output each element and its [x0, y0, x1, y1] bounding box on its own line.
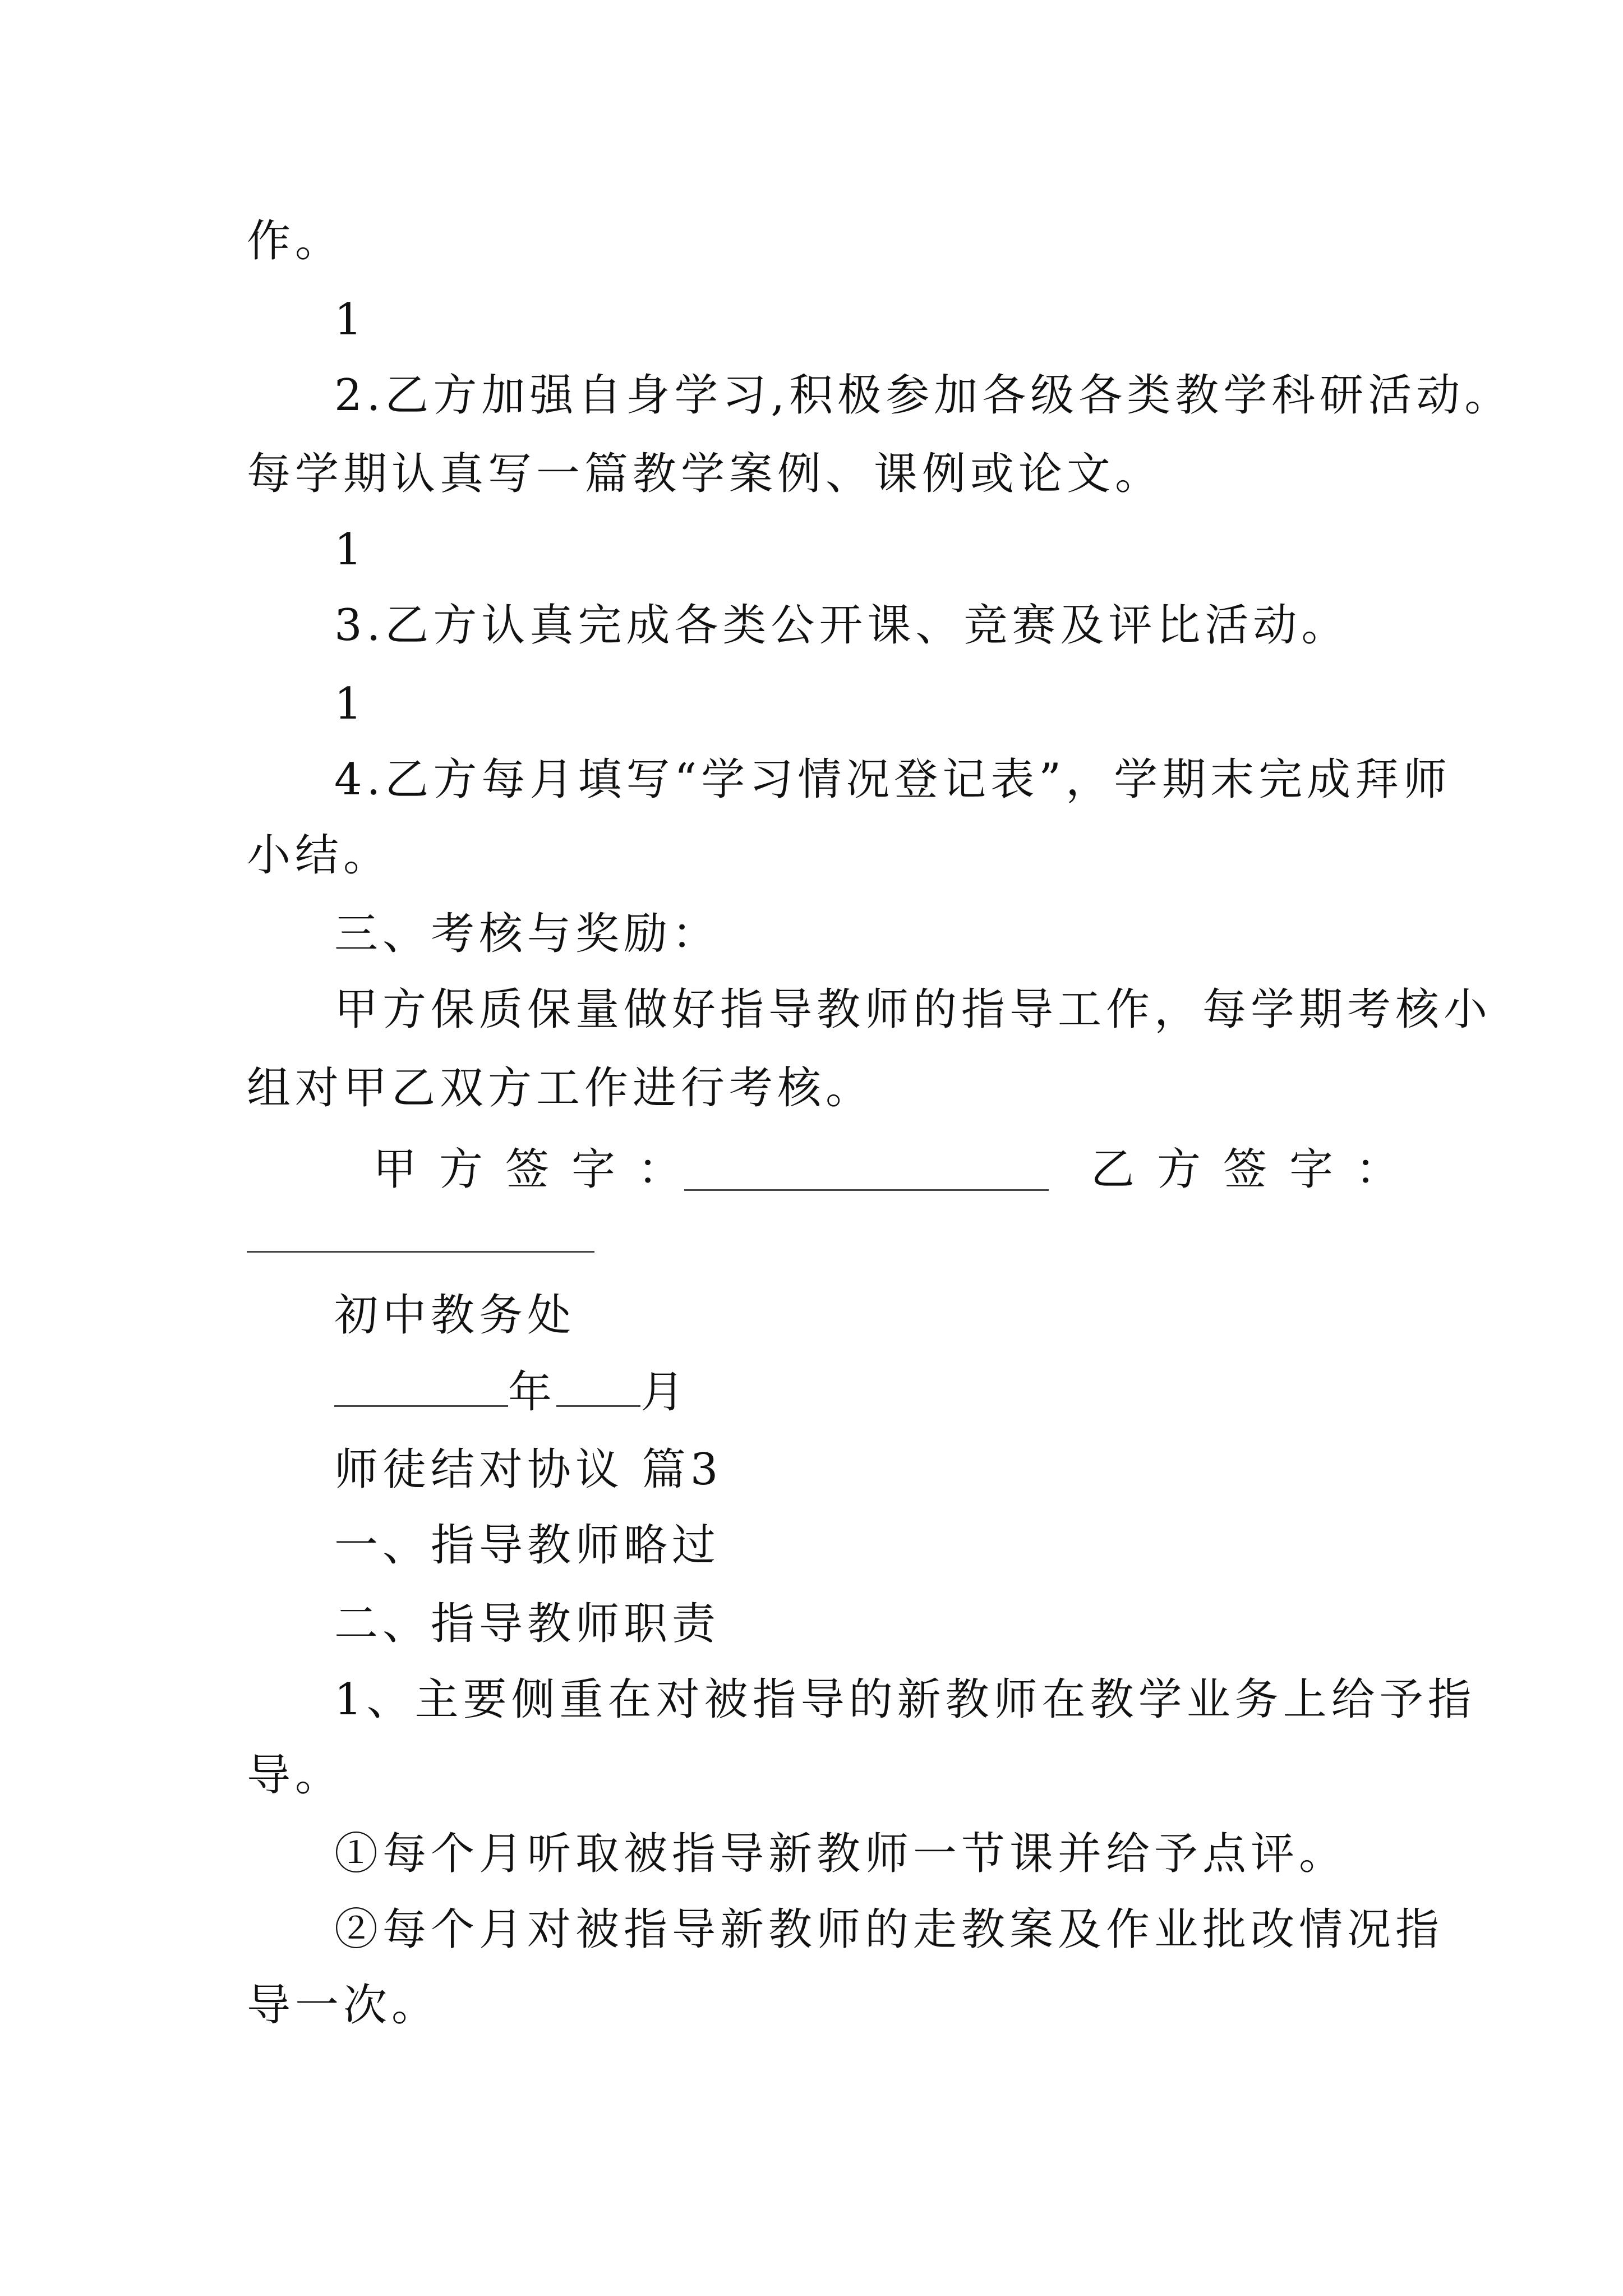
month-label: 月: [640, 1367, 689, 1418]
party-a-signature-label: 甲方签字：: [373, 1144, 704, 1195]
text-line: 每学期认真写一篇教学案例、课例或论文。: [247, 449, 1164, 499]
text-line: 作。: [247, 216, 344, 266]
party-a-signature-line: [684, 1189, 1049, 1191]
text-line: 1: [334, 679, 367, 729]
section-title: 师徒结对协议 篇3: [334, 1444, 723, 1495]
text-line: 组对甲乙双方工作进行考核。: [247, 1063, 874, 1114]
text-line: 3.乙方认真完成各类公开课、竞赛及评比活动。: [334, 600, 1350, 651]
text-line: 4.乙方每月填写“学习情况登记表”，学期末完成拜师: [334, 754, 1452, 805]
text-line: 甲方保质保量做好指导教师的指导工作，每学期考核小: [334, 984, 1492, 1035]
year-blank: [334, 1360, 508, 1407]
signature-row: [247, 1139, 1422, 1200]
text-line: 小结。: [247, 830, 392, 881]
office-name: 初中教务处: [334, 1290, 576, 1341]
section-heading: 一、指导教师略过: [334, 1520, 721, 1571]
party-b-signature-line: [247, 1251, 594, 1253]
section-heading: 二、指导教师职责: [334, 1599, 721, 1649]
year-label: 年: [508, 1367, 557, 1418]
text-line: 导一次。: [247, 1980, 440, 2031]
text-line: ①每个月听取被指导新教师一节课并给予点评。: [334, 1829, 1348, 1879]
month-blank: [556, 1360, 640, 1407]
text-line: 1: [334, 524, 367, 575]
text-line: 2.乙方加强自身学习,积极参加各级各类教学科研活动。: [334, 370, 1513, 421]
text-line: ②每个月对被指导新教师的走教案及作业批改情况指: [334, 1904, 1444, 1955]
date-line: [334, 1360, 689, 1422]
party-b-signature-label: 乙方签字：: [1091, 1144, 1422, 1195]
text-line: 导。: [247, 1750, 344, 1801]
section-heading: 三、考核与奖励：: [334, 909, 721, 959]
text-line: 1: [334, 295, 367, 345]
text-line: 1、主要侧重在对被指导的新教师在教学业务上给予指: [334, 1674, 1476, 1725]
